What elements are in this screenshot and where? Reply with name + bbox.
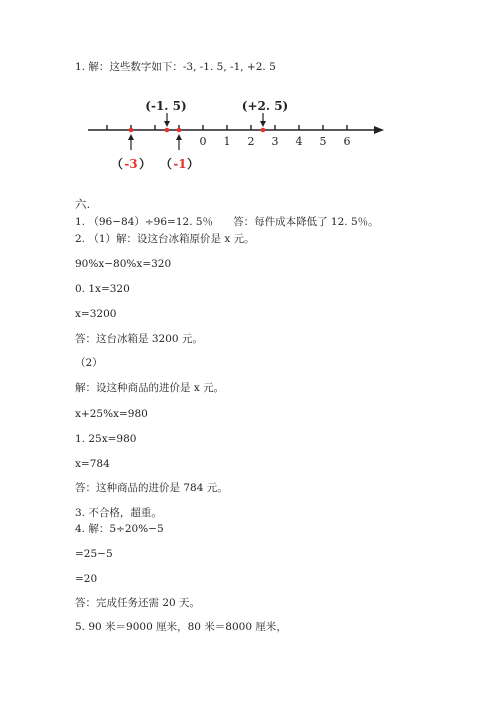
tick-label-5: 5 [319, 135, 327, 148]
answer-line: x=784 [75, 458, 110, 470]
label-plus-2-5: (+2. 5) [241, 99, 289, 113]
answer-line: 答：完成任务还需 20 天。 [75, 597, 201, 609]
label-minus-3: -3 [124, 157, 138, 171]
answer-line: 解：设这种商品的进价是 x 元。 [75, 382, 225, 394]
question-1-text: 1. 解：这些数字如下：-3, -1. 5, -1, +2. 5 [75, 61, 276, 73]
answer-line: 90%x−80%x=320 [75, 258, 172, 270]
label-open-paren-1: （ [110, 157, 124, 171]
section-title: 六. [75, 197, 91, 211]
tick-label-2: 2 [247, 135, 255, 148]
answer-line: 0. 1x=320 [75, 283, 130, 295]
label-close-paren-2: ） [186, 157, 200, 171]
label-open-paren-2: （ [159, 157, 173, 171]
tick-label-3: 3 [271, 135, 279, 148]
answer-line: （2） [75, 357, 103, 369]
label-close-paren-1: ） [138, 157, 152, 171]
number-line-diagram [0, 0, 500, 200]
arrowhead-down-plus-2-5 [260, 121, 266, 127]
answer-line: 1. （96−84）÷96=12. 5％ 答：每件成本降低了 12. 5％。 [75, 216, 379, 228]
tick-label-6: 6 [343, 135, 351, 148]
point-minus-1 [177, 128, 182, 133]
point-minus-1-5 [165, 128, 170, 133]
answer-line: =25−5 [75, 548, 113, 560]
answer-line: 5. 90 米＝9000 厘米，80 米＝8000 厘米， [75, 621, 287, 633]
point-plus-2-5 [261, 128, 266, 133]
answer-line: 3. 不合格，超重。 [75, 507, 162, 519]
label-minus-1-5: (-1. 5) [145, 99, 187, 113]
label-minus-1: -1 [173, 157, 187, 171]
arrowhead-up-minus-3 [128, 134, 134, 140]
answer-line: 答：这台冰箱是 3200 元。 [75, 333, 203, 345]
answer-line: =20 [75, 573, 98, 585]
tick-label-4: 4 [295, 135, 303, 148]
answer-line: 1. 25x=980 [75, 433, 137, 445]
tick-label-0: 0 [199, 135, 207, 148]
arrowhead-down-minus-1-5 [164, 121, 170, 127]
answer-line: x+25%x=980 [75, 408, 148, 420]
tick-label-1: 1 [223, 135, 231, 148]
answer-line: x=3200 [75, 308, 117, 320]
answer-line: 2. （1）解：设这台冰箱原价是 x 元。 [75, 233, 255, 245]
answer-line: 答：这种商品的进价是 784 元。 [75, 482, 228, 494]
axis-arrow [374, 126, 384, 134]
tick-label-group [200, 135, 351, 148]
point-minus-3 [129, 128, 134, 133]
answer-line: 4. 解：5÷20%−5 [75, 523, 164, 535]
arrowhead-up-minus-1 [176, 134, 182, 140]
